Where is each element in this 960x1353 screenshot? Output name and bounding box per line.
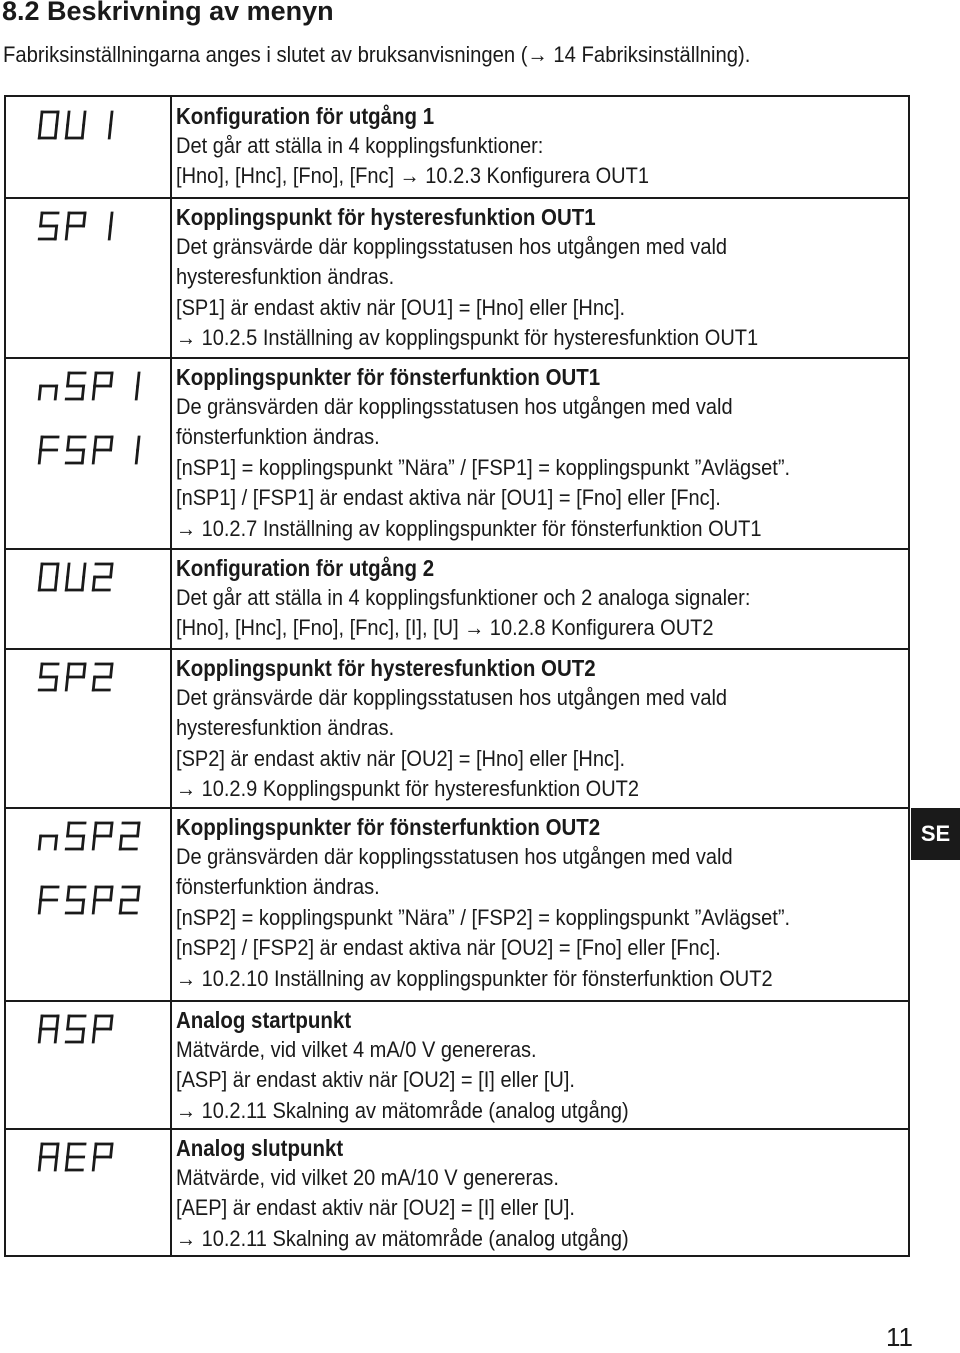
- menu-row: [6, 1129, 908, 1257]
- menu-title: Konfiguration för utgång 2: [176, 555, 435, 581]
- menu-description: [176, 1005, 629, 1126]
- display-code-ou1: [36, 107, 166, 171]
- menu-row: [6, 808, 908, 1001]
- menu-text-line: → 10.2.5 Inställning av kopplingspunkt för hysteresfunktion OUT1: [176, 325, 759, 351]
- display-codes: [36, 1139, 166, 1203]
- menu-description: [176, 362, 790, 544]
- menu-text-line: → 10.2.11 Skalning av mätområde (analog utgång): [176, 1097, 629, 1123]
- display-codes: [36, 818, 166, 946]
- menu-text-line: [ASP] är endast aktiv när [OU2] = [I] eller [U].: [176, 1067, 575, 1093]
- menu-text-line: [nSP1] / [FSP1] är endast aktiva när [OU1] = [Fno] eller [Fnc].: [176, 485, 721, 511]
- menu-text-line: Det går att ställa in 4 kopplingsfunktioner och 2 analoga signaler:: [176, 585, 751, 610]
- menu-text-line: Det gränsvärde där kopplingsstatusen hos utgången med vald: [176, 234, 728, 259]
- menu-text-line: hysteresfunktion ändras.: [176, 715, 395, 741]
- menu-row: [6, 198, 908, 358]
- display-codes: [36, 208, 166, 272]
- menu-description: [176, 202, 758, 354]
- menu-text-line: [SP1] är endast aktiv när [OU1] = [Hno] eller [Hnc].: [176, 294, 626, 320]
- menu-text-line: De gränsvärden där kopplingsstatusen hos utgången med vald: [176, 394, 733, 419]
- menu-text-line: → 10.2.7 Inställning av kopplingspunkter för fönsterfunktion OUT1: [176, 515, 762, 541]
- menu-row: [6, 358, 908, 549]
- menu-text-line: [nSP1] = kopplingspunkt ”Nära” / [FSP1] = kopplingspunkt ”Avlägset”.: [176, 454, 791, 480]
- menu-description: [176, 812, 790, 994]
- menu-title: Kopplingspunkter för fönsterfunktion OUT1: [176, 364, 601, 390]
- menu-text-line: [Hno], [Hnc], [Fno], [Fnc], [I], [U] → 10.2.8 Konfigurera OUT2: [176, 615, 714, 641]
- display-code-ou2: [36, 559, 166, 623]
- menu-title: Konfiguration för utgång 1: [176, 103, 435, 129]
- menu-text-line: Mätvärde, vid vilket 20 mA/10 V genereras.: [176, 1165, 559, 1190]
- display-code-fsp2: [36, 882, 166, 946]
- menu-text-line: → 10.2.9 Kopplingspunkt för hysteresfunktion OUT2: [176, 776, 640, 802]
- display-codes: [36, 1011, 166, 1075]
- menu-row: [6, 1001, 908, 1129]
- menu-title: Analog slutpunkt: [176, 1135, 344, 1161]
- menu-text-line: [AEP] är endast aktiv när [OU2] = [I] eller [U].: [176, 1195, 575, 1221]
- display-code-sp1: [36, 208, 166, 272]
- menu-text-line: Det går att ställa in 4 kopplingsfunktioner:: [176, 133, 544, 158]
- display-codes: [36, 107, 166, 171]
- menu-text-line: fönsterfunktion ändras.: [176, 424, 380, 450]
- page-number: 11: [886, 1322, 913, 1352]
- display-codes: [36, 659, 166, 723]
- display-code-asp: [36, 1011, 166, 1075]
- menu-description: [176, 1133, 629, 1254]
- display-codes: [36, 559, 166, 623]
- menu-text-line: Det gränsvärde där kopplingsstatusen hos utgången med vald: [176, 685, 728, 710]
- menu-description: [176, 553, 750, 644]
- intro-text: Fabriksinställningarna anges i slutet av bruksanvisningen (→ 14 Fabriksinställning).: [3, 42, 751, 67]
- menu-text-line: hysteresfunktion ändras.: [176, 264, 395, 290]
- menu-text-line: fönsterfunktion ändras.: [176, 874, 380, 900]
- menu-title: Kopplingspunkt för hysteresfunktion OUT2: [176, 655, 596, 681]
- menu-title: Kopplingspunkt för hysteresfunktion OUT1: [176, 204, 596, 230]
- menu-text-line: [SP2] är endast aktiv när [OU2] = [Hno] eller [Hnc].: [176, 745, 626, 771]
- menu-title: Kopplingspunkter för fönsterfunktion OUT2: [176, 814, 601, 840]
- display-code-sp2: [36, 659, 166, 723]
- menu-text-line: → 10.2.11 Skalning av mätområde (analog utgång): [176, 1225, 629, 1251]
- menu-description: [176, 653, 727, 805]
- menu-text-line: [Hno], [Hnc], [Fno], [Fnc] → 10.2.3 Konfigurera OUT1: [176, 163, 650, 189]
- page-heading: 8.2 Beskrivning av menyn: [2, 0, 334, 26]
- menu-row: [6, 649, 908, 808]
- display-code-fsp1: [36, 432, 166, 496]
- menu-text-line: [nSP2] = kopplingspunkt ”Nära” / [FSP2] = kopplingspunkt ”Avlägset”.: [176, 904, 791, 930]
- menu-row: [6, 549, 908, 649]
- display-code-nsp2: [36, 818, 166, 882]
- menu-description: [176, 101, 649, 192]
- menu-text-line: → 10.2.10 Inställning av kopplingspunkter för fönsterfunktion OUT2: [176, 965, 773, 991]
- display-code-aep: [36, 1139, 166, 1203]
- display-code-nsp1: [36, 368, 166, 432]
- menu-title: Analog startpunkt: [176, 1007, 352, 1033]
- language-tab: SE: [911, 808, 960, 860]
- menu-text-line: Mätvärde, vid vilket 4 mA/0 V genereras.: [176, 1037, 537, 1062]
- menu-row: [6, 97, 908, 198]
- menu-text-line: [nSP2] / [FSP2] är endast aktiva när [OU2] = [Fno] eller [Fnc].: [176, 935, 721, 961]
- menu-text-line: De gränsvärden där kopplingsstatusen hos utgången med vald: [176, 844, 733, 869]
- display-codes: [36, 368, 166, 496]
- menu-table: [4, 95, 910, 1257]
